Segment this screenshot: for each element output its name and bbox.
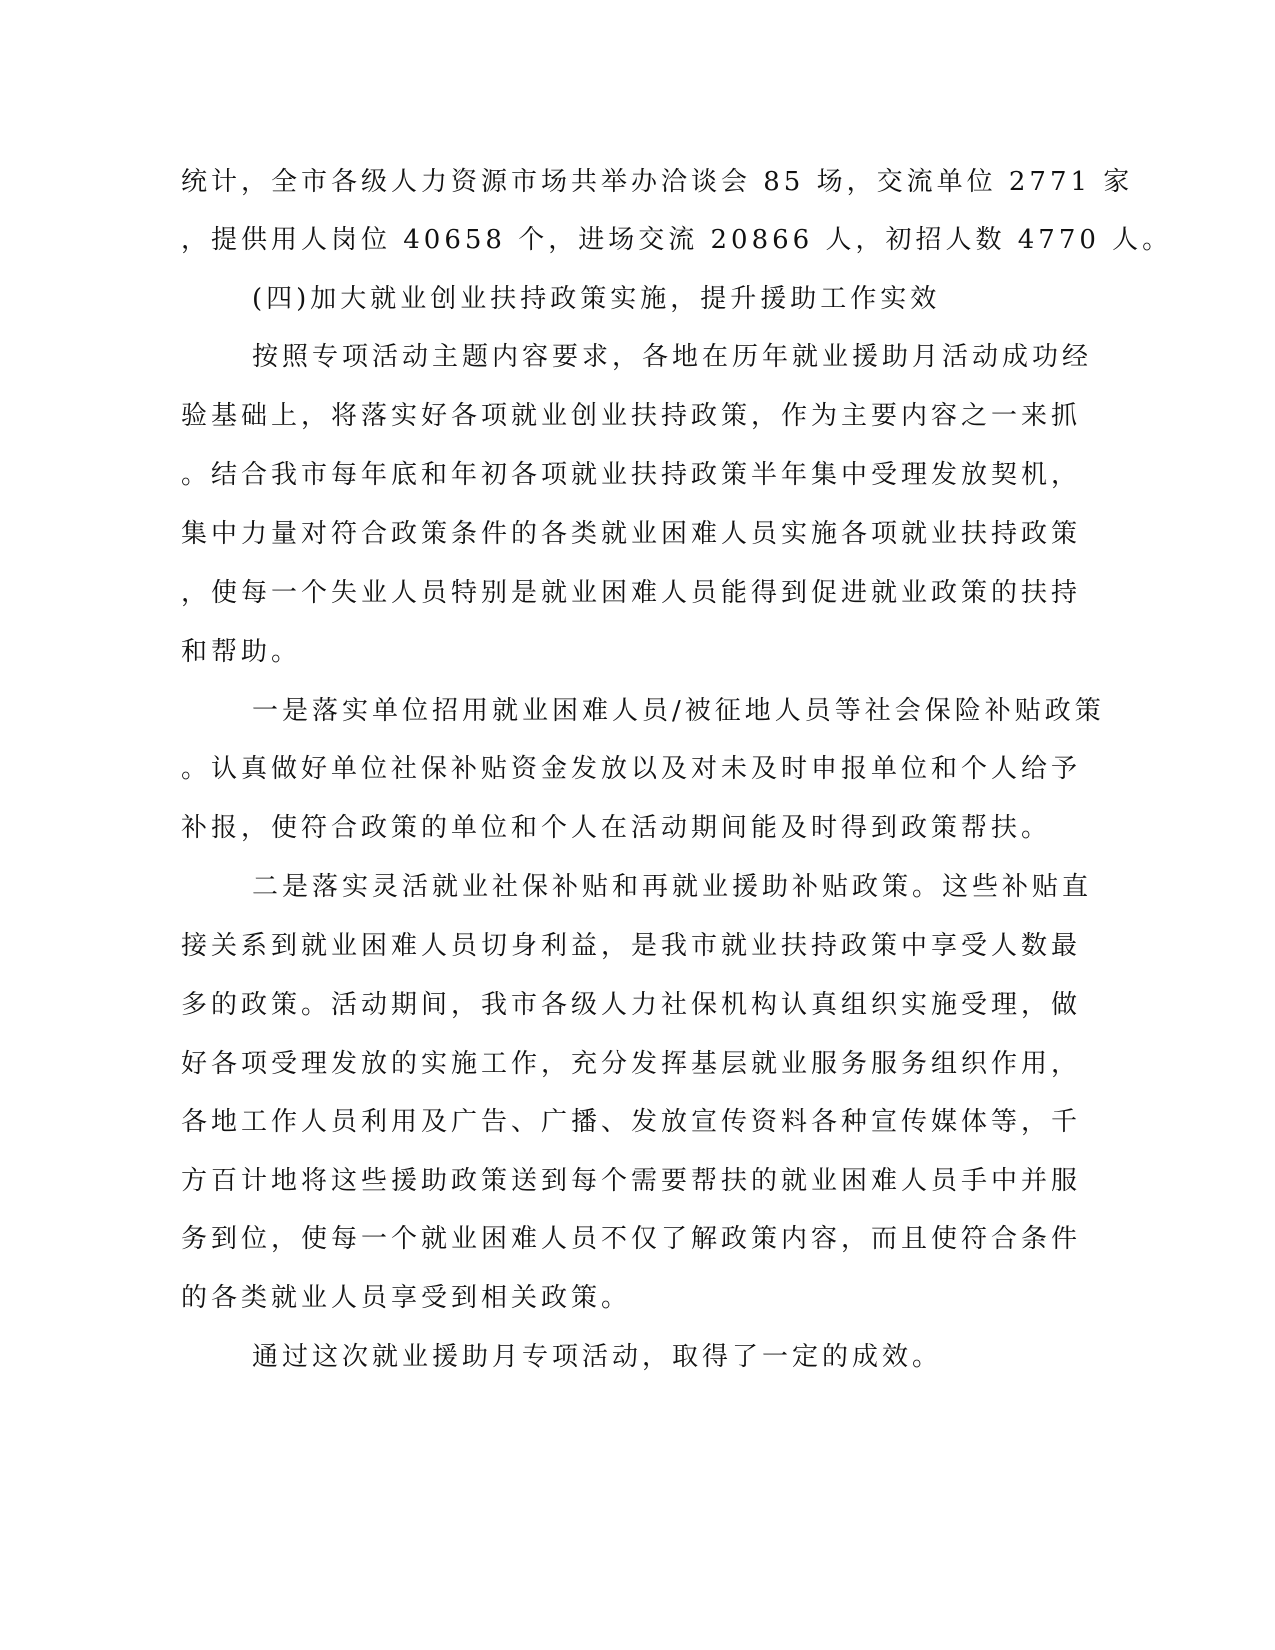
text-line: 集中力量对符合政策条件的各类就业困难人员实施各项就业扶持政策 — [181, 519, 1082, 549]
text-line: 二是落实灵活就业社保补贴和再就业援助补贴政策。这些补贴直 — [252, 872, 1093, 902]
text-line: ，使每一个失业人员特别是就业困难人员能得到促进就业政策的扶持 — [181, 578, 1082, 608]
text-line: 各地工作人员利用及广告、广播、发放宣传资料各种宣传媒体等，千 — [181, 1107, 1082, 1137]
text-line: 按照专项活动主题内容要求，各地在历年就业援助月活动成功经 — [252, 342, 1093, 372]
text-line: 的各类就业人员享受到相关政策。 — [181, 1283, 632, 1313]
text-line: 一是落实单位招用就业困难人员/被征地人员等社会保险补贴政策 — [252, 696, 1105, 726]
text-line: 。结合我市每年底和年初各项就业扶持政策半年集中受理发放契机， — [181, 460, 1082, 490]
text-line: 多的政策。活动期间，我市各级人力社保机构认真组织实施受理，做 — [181, 990, 1082, 1020]
text-line: 验基础上，将落实好各项就业创业扶持政策，作为主要内容之一来抓 — [181, 401, 1082, 431]
text-line: 方百计地将这些援助政策送到每个需要帮扶的就业困难人员手中并服 — [181, 1166, 1082, 1196]
text-line: 接关系到就业困难人员切身利益，是我市就业扶持政策中享受人数最 — [181, 931, 1082, 961]
text-line: 补报，使符合政策的单位和个人在活动期间能及时得到政策帮扶。 — [181, 813, 1052, 843]
text-line: 好各项受理发放的实施工作，充分发挥基层就业服务服务组织作用， — [181, 1049, 1082, 1079]
text-line: 。认真做好单位社保补贴资金发放以及对未及时申报单位和个人给予 — [181, 754, 1082, 784]
text-line: 务到位，使每一个就业困难人员不仅了解政策内容，而且使符合条件 — [181, 1224, 1082, 1254]
section-heading: (四)加大就业创业扶持政策实施，提升援助工作实效 — [252, 284, 941, 314]
text-line: 通过这次就业援助月专项活动，取得了一定的成效。 — [252, 1342, 943, 1372]
text-line: ，提供用人岗位 40658 个，进场交流 20866 人，初招人数 4770 人。 — [181, 225, 1173, 255]
text-line: 统计，全市各级人力资源市场共举办洽谈会 85 场，交流单位 2771 家 — [181, 167, 1134, 197]
text-line: 和帮助。 — [181, 637, 302, 667]
